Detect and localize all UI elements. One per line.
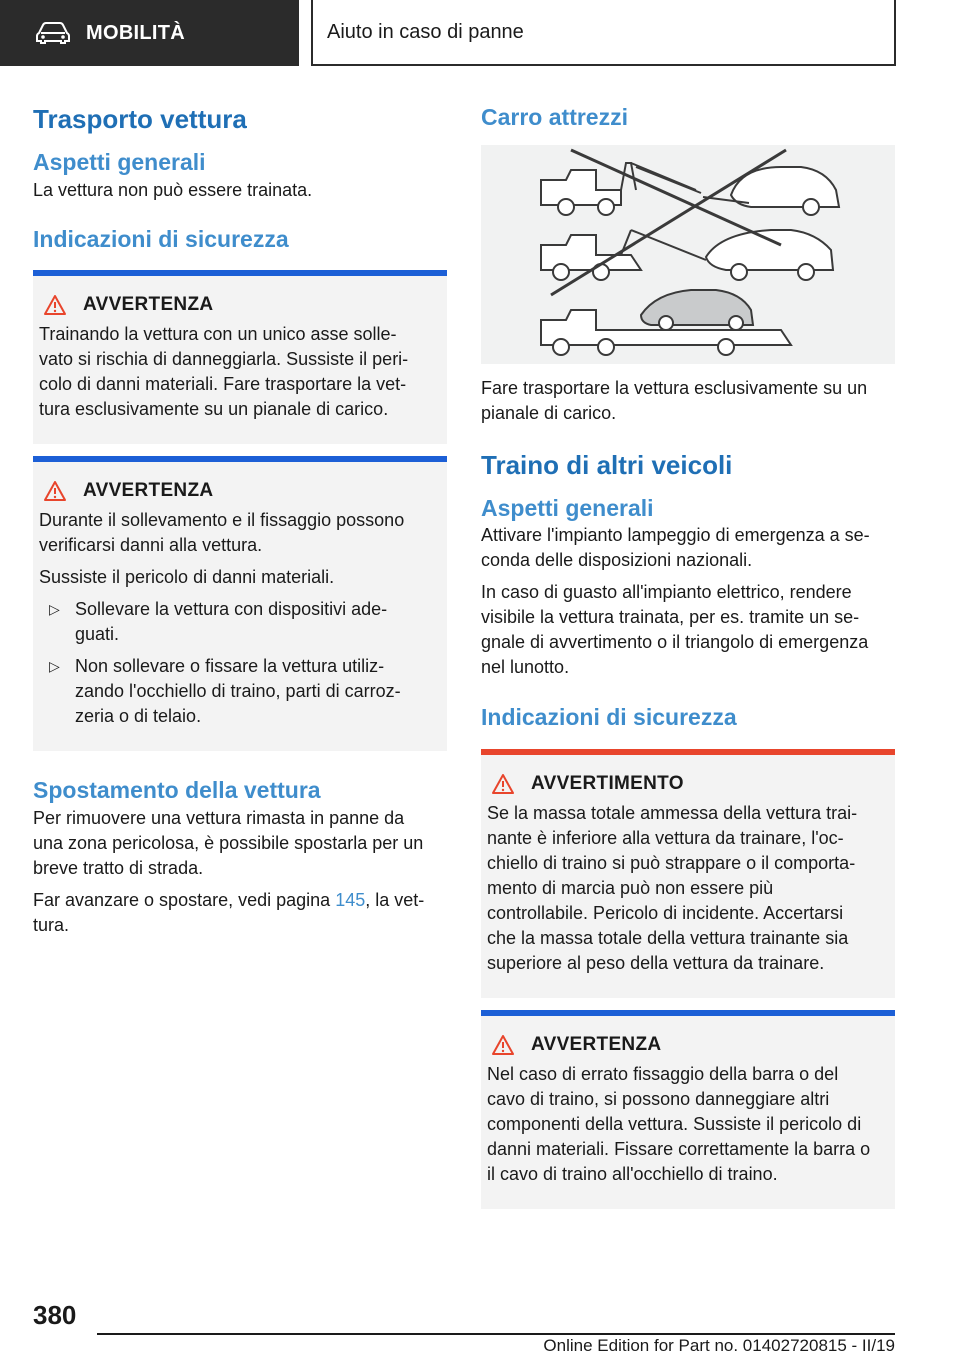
warning-line: superiore al peso della vettura da trainare. [487, 952, 825, 973]
page-link-145[interactable]: 145 [335, 889, 366, 910]
section-tab[interactable] [0, 0, 299, 66]
page-number: 380 [33, 1300, 77, 1330]
list-item-line: Non sollevare o fissare la vettura utiliz- [75, 656, 385, 677]
list-item [39, 597, 440, 647]
left-column [33, 100, 447, 938]
warning-triangle-icon [43, 480, 67, 502]
warning-box-4 [481, 1010, 895, 1209]
edition-note: Online Edition for Part no. 01402720815 - II/19 [543, 1336, 895, 1355]
warning-text-2: Sussiste il pericolo di danni materiali. [39, 567, 335, 588]
warning-line: verificarsi danni alla vettura. [39, 535, 263, 556]
warning-box-1 [33, 270, 447, 444]
warning-line: il cavo di traino all'occhiello di traino. [487, 1163, 778, 1184]
list-item [39, 654, 440, 729]
page-footer [0, 1290, 960, 1362]
warning-box-2 [33, 456, 447, 751]
tow-methods-diagram [481, 145, 895, 364]
heading-move-vehicle: Spostamento della vettura [33, 777, 321, 804]
footer-divider [97, 1333, 895, 1335]
tow-truck-illustration [481, 145, 895, 364]
warning-line: Nel caso di errato fissaggio della barra o del [487, 1063, 839, 1084]
text-line: una zona pericolosa, è possibile spostarla per un [33, 832, 424, 853]
text-line: gnale di avvertimento o il triangolo di emergenza [481, 632, 869, 653]
bullet-triangle-icon: ▷ [49, 601, 60, 618]
car-icon [36, 22, 70, 44]
text-line: nel lunotto. [481, 657, 570, 678]
warning-line: che la massa totale della vettura trainante sia [487, 927, 849, 948]
text-line: breve tratto di strada. [33, 857, 204, 878]
warning-label: AVVERTENZA [83, 480, 214, 502]
heading-general: Aspetti generali [481, 494, 654, 521]
text-line: Per rimuovere una vettura rimasta in panne da [33, 807, 405, 828]
section-title-towing-others: Traino di altri veicoli [481, 449, 733, 480]
right-column [481, 100, 895, 1209]
warning-line: componenti della vettura. Sussiste il pericolo di [487, 1113, 862, 1134]
heading-safety: Indicazioni di sicurezza [481, 704, 737, 731]
warning-line: nante è inferiore alla vettura da trainare, l'oc- [487, 827, 844, 848]
reference-text: Far avanzare o spostare, vedi pagina [33, 889, 336, 910]
reference-text: , la vet- [365, 889, 425, 910]
warning-line: Durante il sollevamento e il fissaggio possono [39, 510, 405, 531]
text-line: Attivare l'impianto lampeggio di emergenza a se- [481, 525, 870, 546]
section-title-transport: Trasporto vettura [33, 104, 247, 134]
chapter-title-box [311, 0, 896, 66]
warning-line: tura esclusivamente su un pianale di carico. [39, 399, 389, 420]
warning-line: Trainando la vettura con un unico asse solle- [39, 324, 397, 345]
list-item-line: Sollevare la vettura con dispositivi ade- [75, 599, 388, 620]
text-line: conda delle disposizioni nazionali. [481, 550, 753, 571]
list-item-line: zeria o di telaio. [75, 706, 202, 727]
section-tab-label: MOBILITÀ [86, 21, 186, 44]
text-line: Fare trasportare la vettura esclusivamente su un [481, 377, 868, 398]
general-text-2 [481, 580, 895, 680]
text-line: visibile la vettura trainata, per es. tramite un se- [481, 607, 860, 628]
warning-label: AVVERTENZA [83, 294, 214, 316]
warning-box-3 [481, 749, 895, 998]
warning-text [39, 508, 440, 558]
chapter-title: Aiuto in caso di panne [327, 20, 524, 43]
general-text-1 [481, 523, 895, 573]
reference-text: tura. [33, 914, 70, 935]
list-item-line: guati. [75, 624, 120, 645]
warning-text [487, 1062, 888, 1187]
page-header [0, 0, 960, 66]
warning-line: cavo di traino, si possono danneggiare altri [487, 1088, 830, 1109]
text-line: pianale di carico. [481, 402, 617, 423]
warning-line: danni materiali. Fissare correttamente la barra o [487, 1138, 871, 1159]
general-text: La vettura non può essere trainata. [33, 179, 313, 200]
list-item-line: zando l'occhiello di traino, parti di carroz- [75, 681, 401, 702]
warning-line: colo di danni materiali. Fare trasportare la vet- [39, 374, 407, 395]
warning-label: AVVERTENZA [531, 1033, 662, 1055]
heading-safety: Indicazioni di sicurezza [33, 225, 289, 252]
heading-tow-truck: Carro attrezzi [481, 104, 628, 130]
warning-line: chiello di traino si può strappare o il comporta- [487, 852, 856, 873]
warning-triangle-icon [43, 294, 67, 316]
warning-line: Se la massa totale ammessa della vettura trai- [487, 802, 858, 823]
warning-line: vato si rischia di danneggiarla. Sussiste il peri- [39, 349, 409, 370]
warning-triangle-icon [491, 1034, 515, 1056]
move-text [33, 806, 447, 881]
bullet-triangle-icon: ▷ [49, 658, 60, 675]
tow-text [481, 376, 895, 426]
warning-triangle-icon [491, 773, 515, 795]
text-line: In caso di guasto all'impianto elettrico, rendere [481, 582, 852, 603]
warning-label: AVVERTIMENTO [531, 772, 684, 794]
warning-line: mento di marcia può non essere più [487, 877, 774, 898]
warning-line: controllabile. Pericolo di incidente. Accertarsi [487, 902, 844, 923]
warning-text [487, 801, 888, 976]
move-reference [33, 888, 447, 938]
warning-text [39, 322, 440, 422]
heading-general: Aspetti generali [33, 149, 206, 176]
